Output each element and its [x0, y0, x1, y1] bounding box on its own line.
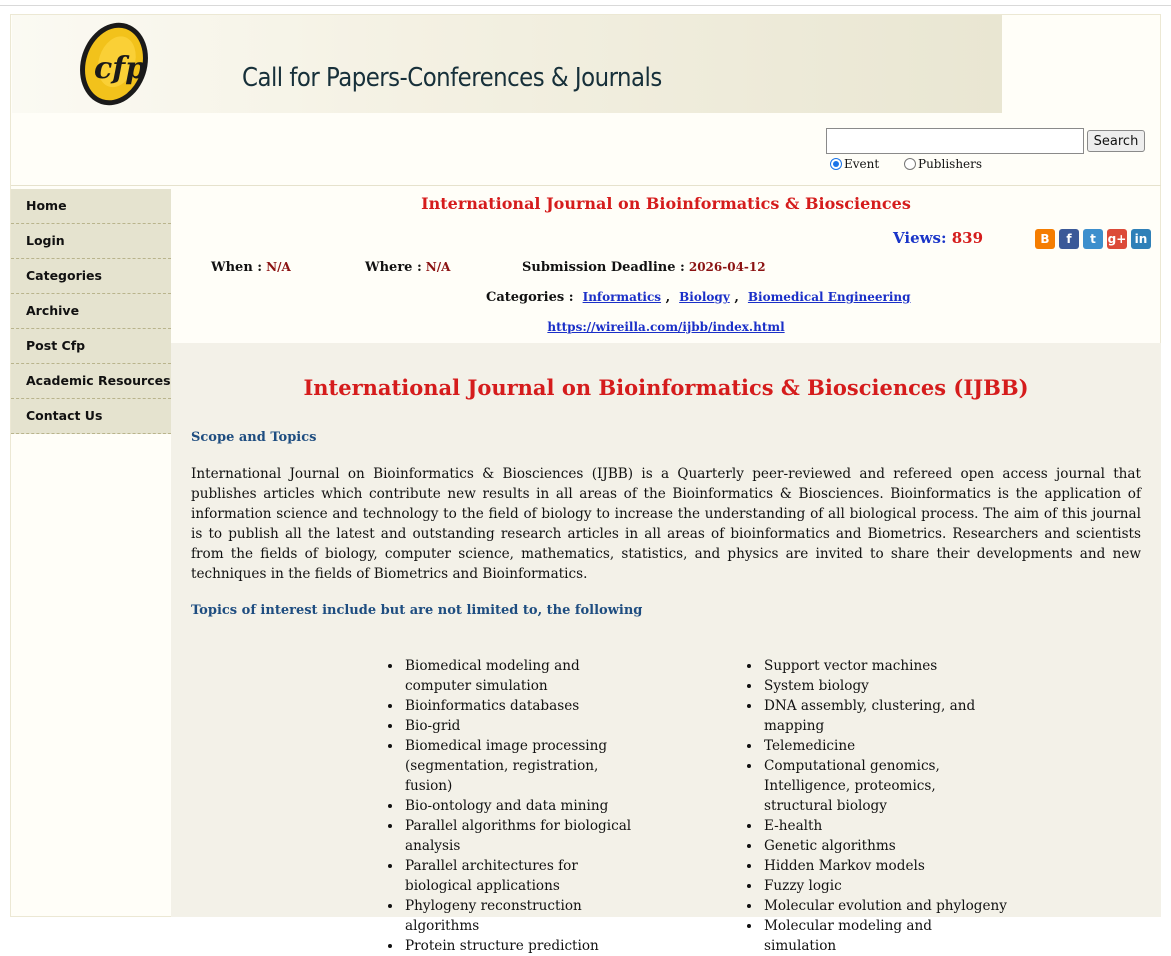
sidebar-item-academic-resources[interactable]: Academic Resources: [11, 364, 171, 399]
sidebar-item-login[interactable]: Login: [11, 224, 171, 259]
list-item: • Parallel algorithms for biological analysis: [403, 816, 639, 856]
radio-publishers-dot[interactable]: [904, 158, 916, 170]
header-banner: [12, 15, 1002, 113]
list-item: • Bioinformatics databases: [403, 696, 639, 716]
radio-event[interactable]: [830, 157, 879, 171]
when-label: When :: [211, 260, 263, 275]
sidebar-item-post-cfp[interactable]: Post Cfp: [11, 329, 171, 364]
site-title: Call for Papers-Conferences & Journals: [242, 63, 662, 93]
topics-heading: Topics of interest include but are not limited to, the following: [191, 603, 643, 618]
views-label: Views:: [893, 229, 947, 247]
browser-top-edge: [0, 0, 1171, 6]
radio-event-dot[interactable]: [830, 158, 842, 170]
categories-row: Categories : Informatics , Biology , Biomedical Engineering: [486, 290, 911, 305]
categories-label: Categories :: [486, 290, 574, 305]
social-share-bar: [1035, 229, 1151, 249]
where-label: Where :: [365, 260, 422, 275]
search-input[interactable]: [826, 128, 1084, 154]
sidebar-item-home[interactable]: Home: [11, 189, 171, 224]
sidebar-nav: [11, 189, 171, 434]
list-item: • Biomedical image processing (segmentation, registration, fusion): [403, 736, 639, 796]
list-item: • Molecular evolution and phylogeny: [762, 896, 1008, 916]
list-item: • Protein structure prediction: [403, 936, 639, 956]
content-panel: [171, 343, 1161, 954]
header-divider: [11, 185, 1161, 186]
where-field: [365, 260, 450, 275]
when-value: N/A: [266, 260, 291, 274]
sidebar-item-categories[interactable]: Categories: [11, 259, 171, 294]
list-item: • System biology: [762, 676, 1008, 696]
scope-heading: Scope and Topics: [191, 430, 317, 445]
journal-url-row: [171, 320, 1161, 334]
category-link-biology[interactable]: Biology: [679, 290, 730, 304]
views-counter: [893, 229, 983, 247]
topics-list-left: [379, 656, 639, 956]
list-item: • E-health: [762, 816, 1008, 836]
twitter-icon[interactable]: t: [1083, 229, 1103, 249]
journal-description: International Journal on Bioinformatics & Biosciences (IJBB) is a Quarterly peer-reviewed and refereed open access journal that publishes articles which contribute new results in all areas of the Bioinformatics & Biosciences. Bioinformatics is the application of information science and technology to the field of biology to increase the understanding of all biological process. The aim of this journal is to publish all the latest and outstanding research articles in all areas of bioinformatics and Biometrics. Researchers and scientists from the fields of biology, computer science, mathematics, statistics, and physics are invited to share their developments and new techniques in the fields of Biometrics and Bioinformatics.: [191, 466, 1141, 582]
list-item: • Telemedicine: [762, 736, 1008, 756]
list-item: • Phylogeny reconstruction algorithms: [403, 896, 639, 936]
sidebar-item-archive[interactable]: Archive: [11, 294, 171, 329]
deadline-field: [522, 260, 766, 275]
linkedin-icon[interactable]: in: [1131, 229, 1151, 249]
list-item: • Computational genomics, Intelligence, proteomics, structural biology: [762, 756, 1008, 816]
category-link-informatics[interactable]: Informatics: [582, 290, 662, 304]
sidebar-item-contact-us[interactable]: Contact Us: [11, 399, 171, 434]
radio-publishers[interactable]: [904, 157, 982, 171]
blogger-icon[interactable]: B: [1035, 229, 1055, 249]
event-title: International Journal on Bioinformatics & Biosciences: [421, 194, 911, 213]
when-field: [211, 260, 291, 275]
radio-publishers-label: Publishers: [918, 157, 983, 171]
radio-event-label: Event: [844, 157, 880, 171]
list-item: • Fuzzy logic: [762, 876, 1008, 896]
topics-list-right: [738, 656, 1008, 956]
facebook-icon[interactable]: f: [1059, 229, 1079, 249]
list-item: • Support vector machines: [762, 656, 1008, 676]
list-item: • Bio-grid: [403, 716, 639, 736]
journal-url-link[interactable]: https://wireilla.com/ijbb/index.html: [547, 320, 785, 334]
cfp-logo[interactable]: [64, 18, 164, 110]
list-item: • Molecular modeling and simulation: [762, 916, 1008, 956]
category-link-biomedical-engineering[interactable]: Biomedical Engineering: [747, 290, 911, 304]
logo-text: cfp: [94, 51, 147, 86]
list-item: • Parallel architectures for biological applications: [403, 856, 639, 896]
google-plus-icon[interactable]: g+: [1107, 229, 1127, 249]
list-item: • Hidden Markov models: [762, 856, 1008, 876]
list-item: • Biomedical modeling and computer simulation: [403, 656, 639, 696]
deadline-label: Submission Deadline :: [522, 260, 685, 275]
list-item: • Bio-ontology and data mining: [403, 796, 639, 816]
where-value: N/A: [425, 260, 451, 274]
list-item: • DNA assembly, clustering, and mapping: [762, 696, 1008, 736]
content-heading: International Journal on Bioinformatics & Biosciences (IJBB): [303, 375, 1029, 400]
deadline-value: 2026-04-12: [688, 260, 766, 274]
search-button[interactable]: Search: [1087, 130, 1145, 152]
views-count: 839: [951, 229, 984, 247]
list-item: • Genetic algorithms: [762, 836, 1008, 856]
